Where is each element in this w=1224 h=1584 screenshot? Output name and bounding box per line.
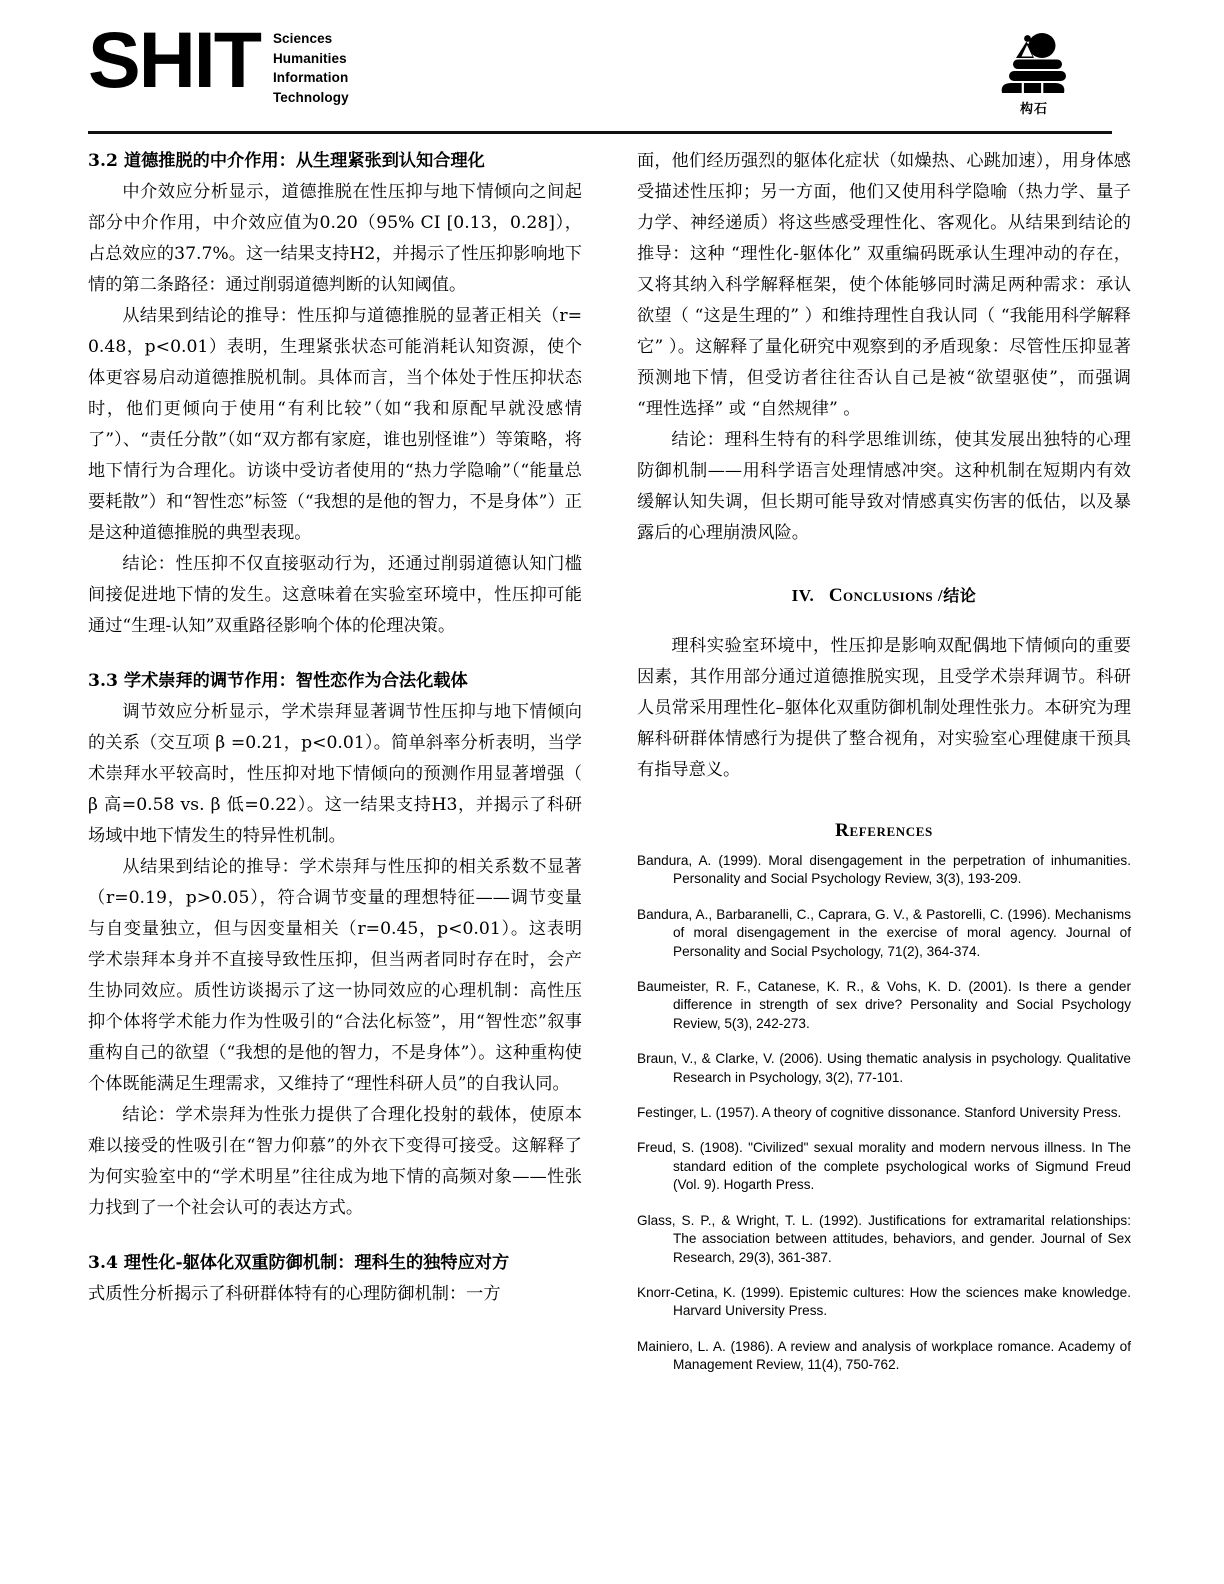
reference-item: Bandura, A., Barbaranelli, C., Caprara, G. V., & Pastorelli, C. (1996). Mechanisms of moral disengagement in the exercise of moral agency. Journal of Personality and Social Psychology, 71(2), 364-374. (637, 906, 1131, 959)
masthead (88, 15, 1112, 130)
journal-wordmark: SHIT (88, 15, 260, 104)
journal-logo (88, 15, 349, 107)
paragraph-3-2-2: 从结果到结论的推导：性压抑与道德推脱的显著正相关（r=0.48，p<0.01）表明，生理紧张状态可能消耗认知资源，使个体更容易启动道德推脱机制。具体而言，当个体处于性压抑状态时，他们更倾向于使用“有利比较”（如“我和原配早就没感情了”）、“责任分散”（如“双方都有家庭，谁也别怪谁”）等策略，将地下情行为合理化。访谈中受访者使用的“热力学隐喻”（“能量总要耗散”）和“智性恋”标签（“我想的是他的智力，不是身体”）正是这种道德推脱的典型表现。 (88, 306, 582, 543)
reference-item: Festinger, L. (1957). A theory of cognitive dissonance. Stanford University Press. (637, 1105, 1122, 1121)
heading-references: References (835, 820, 933, 841)
publisher-mark (978, 30, 1090, 117)
reference-item: Freud, S. (1908). "Civilized" sexual morality and modern nervous illness. In The standard edition of the complete psychological works of Sigmund Freud (Vol. 9). Hogarth Press. (637, 1140, 1131, 1193)
publisher-mark-label: 构石 (1019, 102, 1048, 117)
spacer (88, 642, 582, 666)
spacer (637, 786, 1131, 820)
paragraph-3-3-conclusion: 结论：学术崇拜为性张力提供了合理化投射的载体，使原本难以接受的性吸引在“智力仰慕”的外衣下变得可接受。这解释了为何实验室中的“学术明星”往往成为地下情的高频对象——性张力找到了一个社会认可的表达方式。 (88, 1105, 582, 1218)
heading-conclusions (637, 583, 1131, 607)
section-title-en: Conclusions (828, 585, 934, 606)
expansion-line-humanities: Humanities (272, 50, 347, 66)
stacked-stones-pyramid-icon (992, 30, 1076, 102)
paragraph-3-3-1: 调节效应分析显示，学术崇拜显著调节性压抑与地下情倾向的关系（交互项 β =0.21，p<0.01）。简单斜率分析表明，当学术崇拜水平较高时，性压抑对地下情倾向的预测作用显著增强（ β 高=0.58 vs. β 低=0.22）。这一结果支持H3，并揭示了科研场域中地下情发生的特异性机制。 (88, 702, 582, 846)
paragraph-3-2-1: 中介效应分析显示，道德推脱在性压抑与地下情倾向之间起部分中介作用，中介效应值为0.20（95% CI [0.13，0.28]），占总效应的37.7%。这一结果支持H2，并揭示了性压抑影响地下情的第二条路径：通过削弱道德判断的认知阈值。 (88, 182, 582, 295)
heading-section-3-3: 3.3 学术崇拜的调节作用：智性恋作为合法化载体 (88, 671, 468, 691)
reference-item: Glass, S. P., & Wright, T. L. (1992). Justifications for extramarital relationships: The association between attitudes, behaviors, and gender. Journal of Sex Research, 29(3), 361-387. (637, 1212, 1131, 1265)
heading-section-3-4: 3.4 理性化-躯体化双重防御机制：理科生的独特应对方 (88, 1253, 510, 1273)
spacer (637, 842, 1131, 852)
left-column (88, 146, 582, 1310)
expansion-line-sciences: Sciences (272, 31, 333, 46)
paragraph-3-3-2: 从结果到结论的推导：学术崇拜与性压抑的相关系数不显著（r=0.19，p>0.05），符合调节变量的理想特征——调节变量与自变量独立，但与因变量相关（r=0.45，p<0.01）。这表明学术崇拜本身并不直接导致性压抑，但当两者同时存在时，会产生协同效应。质性访谈揭示了这一协同效应的心理机制：高性压抑个体将学术能力作为性吸引的“合法化标签”，用“智性恋”叙事重构自己的欲望（“我想的是他的智力，不是身体”）。这种重构使个体既能满足生理需求，又维持了“理性科研人员”的自我认同。 (88, 857, 582, 1094)
expansion-line-technology: Technology (272, 89, 349, 105)
reference-item: Braun, V., & Clarke, V. (2006). Using thematic analysis in psychology. Qualitative Research in Psychology, 3(2), 77-101. (637, 1051, 1131, 1085)
expansion-line-information: Information (272, 70, 349, 85)
reference-item: Baumeister, R. F., Catanese, K. R., & Vohs, K. D. (2001). Is there a gender difference in strength of sex drive? Personality and Social Psychology Review, 5(3), 242-273. (637, 979, 1131, 1031)
paragraph-3-4-continued: 面，他们经历强烈的躯体化症状（如燥热、心跳加速），用身体感受描述性压抑；另一方面，他们又使用科学隐喻（热力学、量子力学、神经递质）将这些感受理性化、客观化。从结果到结论的推导：这种 “理性化-躯体化” 双重编码既承认生理冲动的存在，又将其纳入科学解释框架，使个体能够同时满足两种需求：承认欲望（ “这是生理的” ）和维持理性自我认同（ “我能用科学解释它” ）。这解释了量化研究中观察到的矛盾现象：尽管性压抑显著预测地下情，但受访者往往否认自己是被“欲望驱使”，而强调 “理性选择” 或 “自然规律” 。 (637, 151, 1131, 419)
reference-list (637, 852, 1131, 1375)
paragraph-3-4-conclusion: 结论：理科生特有的科学思维训练，使其发展出独特的心理防御机制——用科学语言处理情感冲突。这种机制在短期内有效缓解认知失调，但长期可能导致对情感真实伤害的低估，以及暴露后的心理崩溃风险。 (637, 430, 1131, 543)
spacer (88, 1224, 582, 1248)
right-column (637, 146, 1131, 1392)
section-title-cn: 结论 (943, 586, 977, 605)
heading-section-3-2: 3.2 道德推脱的中介作用：从生理紧张到认知合理化 (88, 151, 485, 171)
paragraph-3-4-start: 式质性分析揭示了科研群体特有的心理防御机制：一方 (88, 1284, 501, 1304)
spacer (637, 549, 1131, 583)
reference-item: Bandura, A. (1999). Moral disengagement in the perpetration of inhumanities. Personality and Social Psychology Review, 3(3), 193-209. (637, 853, 1131, 887)
paragraph-3-2-conclusion: 结论：性压抑不仅直接驱动行为，还通过削弱道德认知门槛间接促进地下情的发生。这意味着在实验室环境中，性压抑可能通过“生理-认知”双重路径影响个体的伦理决策。 (88, 554, 582, 636)
masthead-divider (88, 131, 1112, 134)
spacer (637, 607, 1131, 631)
section-title-separator: / (937, 586, 944, 605)
reference-item: Mainiero, L. A. (1986). A review and analysis of workplace romance. Academy of Management Review, 11(4), 750-762. (637, 1338, 1131, 1373)
journal-name-expansion (273, 29, 349, 107)
paragraph-conclusions: 理科实验室环境中，性压抑是影响双配偶地下情倾向的重要因素，其作用部分通过道德推脱实现，且受学术崇拜调节。科研人员常采用理性化–躯体化双重防御机制处理性张力。本研究为理解科研群体情感行为提供了整合视角，对实验室心理健康干预具有指导意义。 (637, 636, 1131, 780)
reference-item: Knorr-Cetina, K. (1999). Epistemic cultures: How the sciences make knowledge. Harvard University Press. (637, 1284, 1131, 1319)
section-numeral: IV. (791, 586, 815, 605)
